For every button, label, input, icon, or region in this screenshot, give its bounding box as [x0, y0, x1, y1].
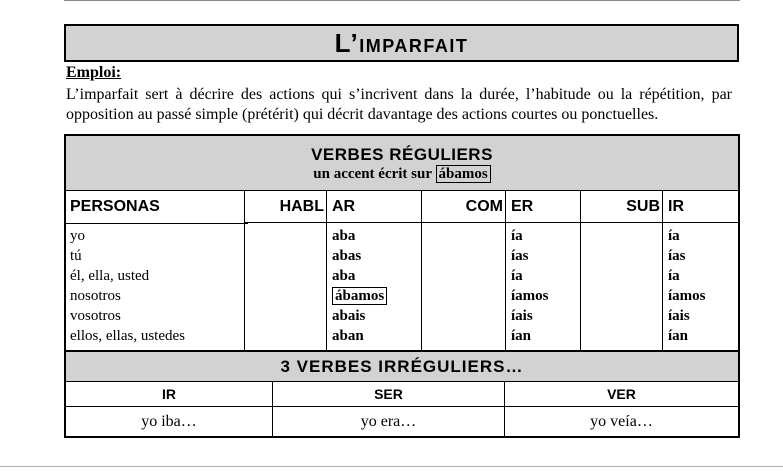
column-header-sub: SUB: [580, 191, 662, 223]
column-header-ar: AR: [326, 191, 421, 223]
ar-ending: aban: [332, 328, 364, 344]
column-header-er: ER: [505, 191, 580, 223]
page-title: L’imparfait: [64, 24, 739, 62]
regular-verbs-title: VERBES RÉGULIERS: [311, 145, 493, 164]
irregular-verb-form: yo era…: [360, 413, 417, 430]
ir-endings-column: [668, 226, 706, 346]
persona-el: él, ella, usted: [70, 268, 150, 284]
irregular-verb-name: SER: [273, 382, 504, 407]
ir-ending: ías: [668, 248, 686, 264]
grid-line: [421, 191, 422, 350]
grid-line: [662, 191, 663, 350]
grid-line: [505, 191, 506, 350]
column-header-com: COM: [421, 191, 505, 223]
grid-line: [244, 191, 245, 350]
irregular-verb-form: yo iba…: [141, 413, 197, 430]
persona-nosotros: nosotros: [70, 288, 121, 304]
irregular-verbs-header: 3 VERBES IRRÉGULIERS…: [66, 350, 738, 382]
accent-note-boxed-word: ábamos: [436, 165, 491, 183]
ir-ending: ían: [668, 328, 689, 344]
ar-ending: abais: [332, 308, 366, 324]
persona-tu: tú: [70, 248, 82, 264]
irregular-verb-name: VER: [505, 382, 738, 407]
conjugation-table: [64, 134, 740, 438]
ir-ending: íamos: [668, 288, 706, 304]
grid-line: [580, 191, 581, 350]
irregular-verb-form: yo veía…: [590, 413, 653, 430]
top-rule: [64, 0, 740, 1]
ar-ending-nosotros: ábamos: [332, 286, 387, 306]
ir-ending: íais: [668, 308, 690, 324]
persona-ellos: ellos, ellas, ustedes: [70, 328, 185, 344]
emploi-text: L’imparfait sert à décrire des actions qui s’incrivent dans la durée, l’habitude ou la répétition, par opposition au passé simple (prétérit) qui décrit davantage des actions courtes ou ponctuelles.: [66, 86, 732, 123]
er-endings-column: [511, 226, 549, 346]
regular-verbs-header: [66, 136, 738, 191]
grid-line: [326, 191, 327, 350]
ar-ending: abas: [332, 248, 362, 264]
er-ending: ías: [511, 248, 529, 264]
irregular-verb-name: IR: [66, 382, 272, 407]
personas-column: [70, 226, 185, 346]
persona-yo: yo: [70, 228, 85, 244]
er-ending: ía: [511, 268, 523, 284]
er-ending: ían: [511, 328, 532, 344]
accent-note: un accent écrit sur: [313, 166, 432, 182]
ar-endings-column: [332, 226, 387, 346]
regular-verbs-subtitle: [66, 166, 738, 183]
ar-ending: aba: [332, 228, 356, 244]
er-ending: íais: [511, 308, 533, 324]
ir-ending: ía: [668, 228, 680, 244]
column-header-personas: PERSONAS: [66, 191, 248, 224]
column-header-habl: HABL: [244, 191, 326, 223]
er-ending: íamos: [511, 288, 549, 304]
ar-ending: aba: [332, 268, 356, 284]
er-ending: ía: [511, 228, 523, 244]
emploi-label: Emploi:: [66, 64, 122, 81]
column-header-ir: IR: [662, 191, 738, 223]
persona-vosotros: vosotros: [70, 308, 121, 324]
bottom-rule: [0, 466, 783, 467]
ir-ending: ía: [668, 268, 680, 284]
